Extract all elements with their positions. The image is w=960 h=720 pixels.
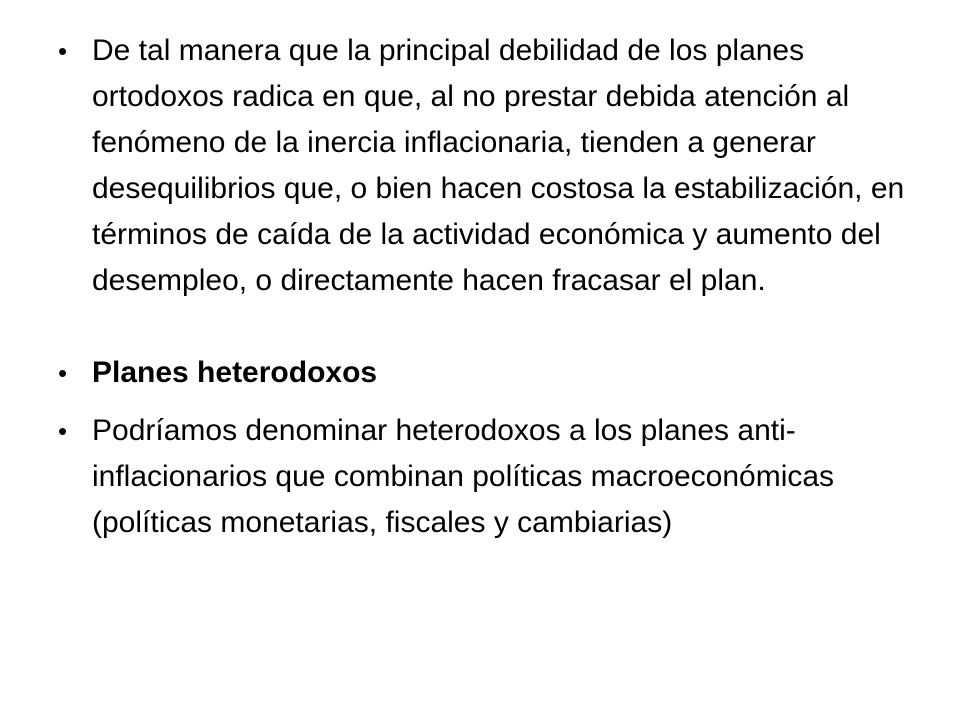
spacer [56, 304, 916, 350]
bullet-icon: • [58, 416, 68, 446]
bullet-text: De tal manera que la principal debilidad de los planes ortodoxos radica en que, al no prestar debida atención al fenómeno de la inercia inflacionaria, tienden a generar desequilibrios que, o bien hacen costosa la estabilización, en términos de caída de la actividad económica y aumento del desempleo, o directamente hacen fracasar el plan. [92, 34, 905, 297]
section-heading: Planes heterodoxos [92, 356, 378, 389]
bullet-item-ortodoxos [56, 28, 916, 304]
bullet-text: Podríamos denominar heterodoxos a los planes anti-inflacionarios que combinan políticas macroeconómicas (políticas monetarias, fiscales y cambiarias) [92, 414, 835, 539]
bullet-item-heterodoxos [56, 408, 916, 546]
bullet-icon: • [58, 36, 68, 66]
bullet-icon: • [58, 358, 68, 388]
bullet-item-heading [56, 350, 916, 396]
spacer [56, 396, 916, 408]
bullet-list [56, 28, 916, 546]
